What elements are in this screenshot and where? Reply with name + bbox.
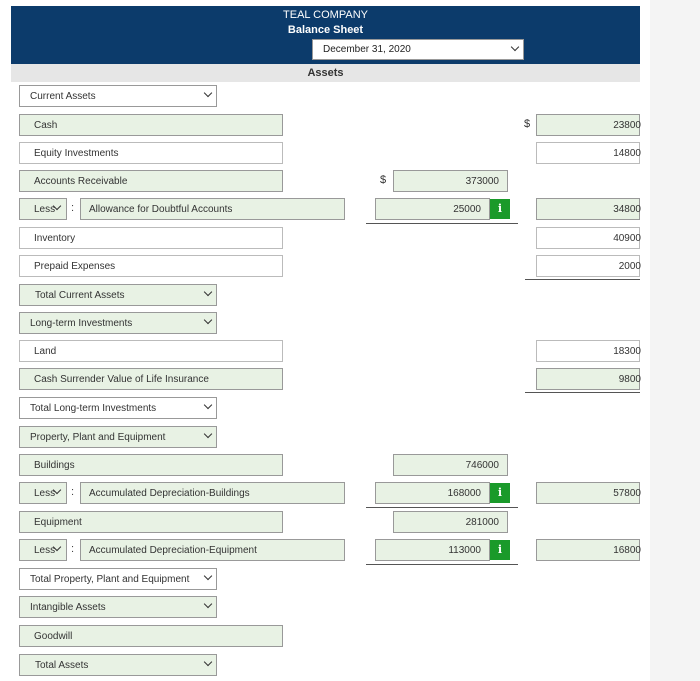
operator-value: Less [34,488,56,499]
info-icon[interactable]: i [490,483,510,503]
equity-investments-field[interactable] [19,142,283,164]
operator-value: Less [34,545,56,556]
chevron-down-icon [204,288,212,296]
account-label: Prepaid Expenses [34,261,116,272]
cash-amount-input[interactable] [536,114,640,136]
chevron-down-icon [204,316,212,324]
subtotal-underline [366,507,518,508]
currency-symbol: $ [380,174,387,186]
statement-title: Balance Sheet [287,24,364,36]
info-icon[interactable]: i [490,199,510,219]
current-assets-select[interactable] [19,85,217,107]
select-value: Total Current Assets [35,290,125,301]
accounts-receivable-amount-input[interactable] [393,170,508,192]
section-header [11,64,640,82]
land-amount-input[interactable] [536,340,640,362]
amount-value: 168000 [447,488,481,499]
buildings-amount-input[interactable] [393,454,508,476]
amount-value: 34800 [613,204,641,215]
account-label: Land [34,346,57,357]
amount-value: 9800 [618,374,641,385]
allowance-operator-select[interactable] [19,198,67,220]
subtotal-underline [366,223,518,224]
acc-dep-equipment-operator-select[interactable] [19,539,67,561]
prepaid-expenses-amount-input[interactable] [536,255,640,277]
date-select-value: December 31, 2020 [323,44,411,55]
equipment-field[interactable] [19,511,283,533]
equipment-amount-input[interactable] [393,511,508,533]
chevron-down-icon [204,600,212,608]
total-long-term-investments-select[interactable] [19,397,217,419]
colon-separator: : [71,543,75,555]
acc-dep-equipment-field[interactable] [80,539,345,561]
amount-value: 40900 [613,233,641,244]
amount-value: 373000 [465,176,499,187]
net-buildings-amount-input[interactable] [536,482,640,504]
cash-account-field[interactable] [19,114,283,136]
acc-dep-buildings-field[interactable] [80,482,345,504]
account-label: Inventory [34,233,76,244]
total-assets-select[interactable] [19,654,217,676]
select-value: Total Long-term Investments [30,403,157,414]
chevron-down-icon [511,43,519,51]
net-equipment-amount-input[interactable] [536,539,640,561]
subtotal-underline [525,392,640,393]
allowance-account-field[interactable] [80,198,345,220]
account-label: Accounts Receivable [34,176,128,187]
acc-dep-equipment-amount-input[interactable] [375,539,490,561]
amount-value: 2000 [618,261,641,272]
select-value: Current Assets [30,91,96,102]
inventory-amount-input[interactable] [536,227,640,249]
equity-investments-amount-input[interactable] [536,142,640,164]
acc-dep-buildings-operator-select[interactable] [19,482,67,504]
subtotal-underline [525,279,640,280]
account-label: Allowance for Doubtful Accounts [89,204,233,215]
select-value: Intangible Assets [30,602,106,613]
select-value: Property, Plant and Equipment [30,432,166,443]
allowance-amount-input[interactable] [375,198,490,220]
page-gutter [650,0,700,681]
amount-value: 25000 [453,204,481,215]
account-label: Equity Investments [34,148,119,159]
account-label: Goodwill [34,631,73,642]
account-label: Cash [34,120,58,131]
amount-value: 57800 [613,488,641,499]
chevron-down-icon [204,401,212,409]
subtotal-underline [366,564,518,565]
ppe-select[interactable] [19,426,217,448]
accounts-receivable-field[interactable] [19,170,283,192]
intangible-assets-select[interactable] [19,596,217,618]
chevron-down-icon [204,572,212,580]
colon-separator: : [71,202,75,214]
date-select[interactable] [312,39,524,60]
currency-symbol: $ [524,118,531,130]
amount-value: 113000 [448,545,481,556]
land-field[interactable] [19,340,283,362]
long-term-investments-select[interactable] [19,312,217,334]
total-current-assets-select[interactable] [19,284,217,306]
amount-value: 23800 [613,120,641,131]
amount-value: 14800 [613,148,641,159]
company-name: TEAL COMPANY [283,9,368,21]
section-title: Assets [307,67,344,79]
account-label: Equipment [34,517,82,528]
info-icon[interactable]: i [490,540,510,560]
amount-value: 18300 [613,346,641,357]
account-label: Accumulated Depreciation-Equipment [89,545,257,556]
colon-separator: : [71,486,75,498]
prepaid-expenses-field[interactable] [19,255,283,277]
inventory-field[interactable] [19,227,283,249]
chevron-down-icon [204,89,212,97]
amount-value: 281000 [465,517,499,528]
cash-surrender-amount-input[interactable] [536,368,640,390]
acc-dep-buildings-amount-input[interactable] [375,482,490,504]
select-value: Total Property, Plant and Equipment [30,574,190,585]
total-ppe-select[interactable] [19,568,217,590]
account-label: Accumulated Depreciation-Buildings [89,488,250,499]
chevron-down-icon [204,430,212,438]
select-value: Long-term Investments [30,318,133,329]
amount-value: 746000 [465,460,499,471]
net-receivables-amount-input[interactable] [536,198,640,220]
buildings-field[interactable] [19,454,283,476]
account-label: Buildings [34,460,75,471]
account-label: Cash Surrender Value of Life Insurance [34,374,209,385]
amount-value: 16800 [613,545,641,556]
select-value: Total Assets [35,660,89,671]
cash-surrender-value-field[interactable] [19,368,283,390]
goodwill-field[interactable] [19,625,283,647]
operator-value: Less [34,204,56,215]
chevron-down-icon [204,658,212,666]
